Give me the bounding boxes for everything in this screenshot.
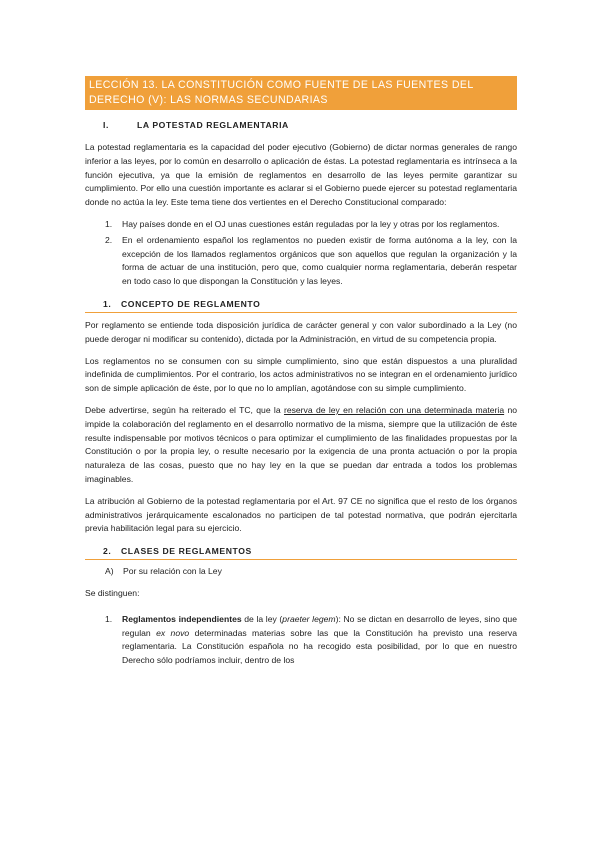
section-number: I. [103,120,109,130]
section-title: CONCEPTO DE REGLAMENTO [121,298,261,309]
section-number: 1. [103,298,112,309]
lesson-title-banner: LECCIÓN 13. LA CONSTITUCIÓN COMO FUENTE DE LAS FUENTES DEL DERECHO (V): LAS NORMAS SECUNDARIAS [85,76,517,110]
paragraph-lead: Se distinguen: [85,587,140,598]
section-heading-clases [85,546,517,560]
section-heading-concepto [85,299,517,313]
numbered-list-potestad [85,218,517,289]
numbered-list-clases [85,613,517,668]
section-heading-potestad [85,120,517,133]
paragraph-consumption: Los reglamentos no se consumen con su simple cumplimiento, sino que están dispuestos a una pluralidad indefinida de cumplimientos. Por el contrario, los actos administrativos no se integran en el ordenamiento jurídico son de simple aplicación de éste, por lo que no lo amplían, agotándose con su simple cumplimiento. [85,355,517,394]
document-page [85,76,517,670]
subsection-heading: A) Por su relación con la Ley [105,566,222,577]
list-item: 1. Hay países donde en el OJ unas cuestiones están reguladas por la ley y otras por los reglamentos. [105,218,500,229]
list-item: 1. Reglamentos independientes de la ley (praeter legem): No se dictan en desarrollo de leyes, sino que regulan ex novo determinadas materias sobre las que la Constitución ha previsto una reserva reglamentaria. La Constitución española no ha recogido esta posibilidad, por lo que en nuestro Derecho sólo podríamos incluir, dentro de los [105,613,517,666]
list-item: 2. En el ordenamiento español los reglamentos no pueden existir de forma autónoma a la ley, con la excepción de los llamados reglamentos orgánicos que son aquellos que regulan la organización y la forma de actuar de una institución, pero que, como cualquier norma reglamentaria, deberán respetar en todo caso lo que dispongan la Constitución y las leyes. [105,234,517,287]
section-number: 2. [103,546,112,557]
section-title: LA POTESTAD REGLAMENTARIA [137,120,289,130]
paragraph-definition: Por reglamento se entiende toda disposición jurídica de carácter general y con valor subordinado a la Ley (no puede derogar ni modificar su contenido), dictada por la Administración, en virtud de su competencia propia. [85,319,517,344]
paragraph-reserva: Debe advertirse, según ha reiterado el TC, que la reserva de ley en relación con una determinada materia no impide la colaboración del reglamento en el desarrollo normativo de la misma, siempre que la utilización de éste resulte indispensable por motivos técnicos o para optimizar el cumplimiento de las finalidades propuestas por la Constitución o por la propia ley, o resulte necesario por la exigencia de una pronta actuación o por la propia naturaleza de las cosas, puesto que no hay ley en la que se puedan dar entrada a todos los problemas imaginables. [85,404,518,484]
paragraph-intro: La potestad reglamentaria es la capacidad del poder ejecutivo (Gobierno) de dictar normas generales de rango inferior a las leyes, por lo común en desarrollo o aplicación de éstas. La potestad reglamentaria es intrínseca a la función ejecutiva, ya que la emisión de reglamentos en desarrollo de las leyes permite garantizar su cumplimiento. Por ello una cuestión importante es aclarar si el Gobierno puede ejercer su potestad reglamentaria donde no actúa la ley. Este tema tiene dos vertientes en el Derecho Constitucional comparado: [85,142,517,208]
reserva-de-ley-link[interactable]: reserva de ley en relación con una determinada materia [283,404,505,415]
paragraph-atribucion: La atribución al Gobierno de la potestad reglamentaria por el Art. 97 CE no significa que el resto de los órganos administrativos jerárquicamente escalonados no participen de tal potestad normativa, que podrán ejercitarla previa habilitación legal para su ejercicio. [85,495,517,534]
section-title: CLASES DE REGLAMENTOS [121,546,252,557]
